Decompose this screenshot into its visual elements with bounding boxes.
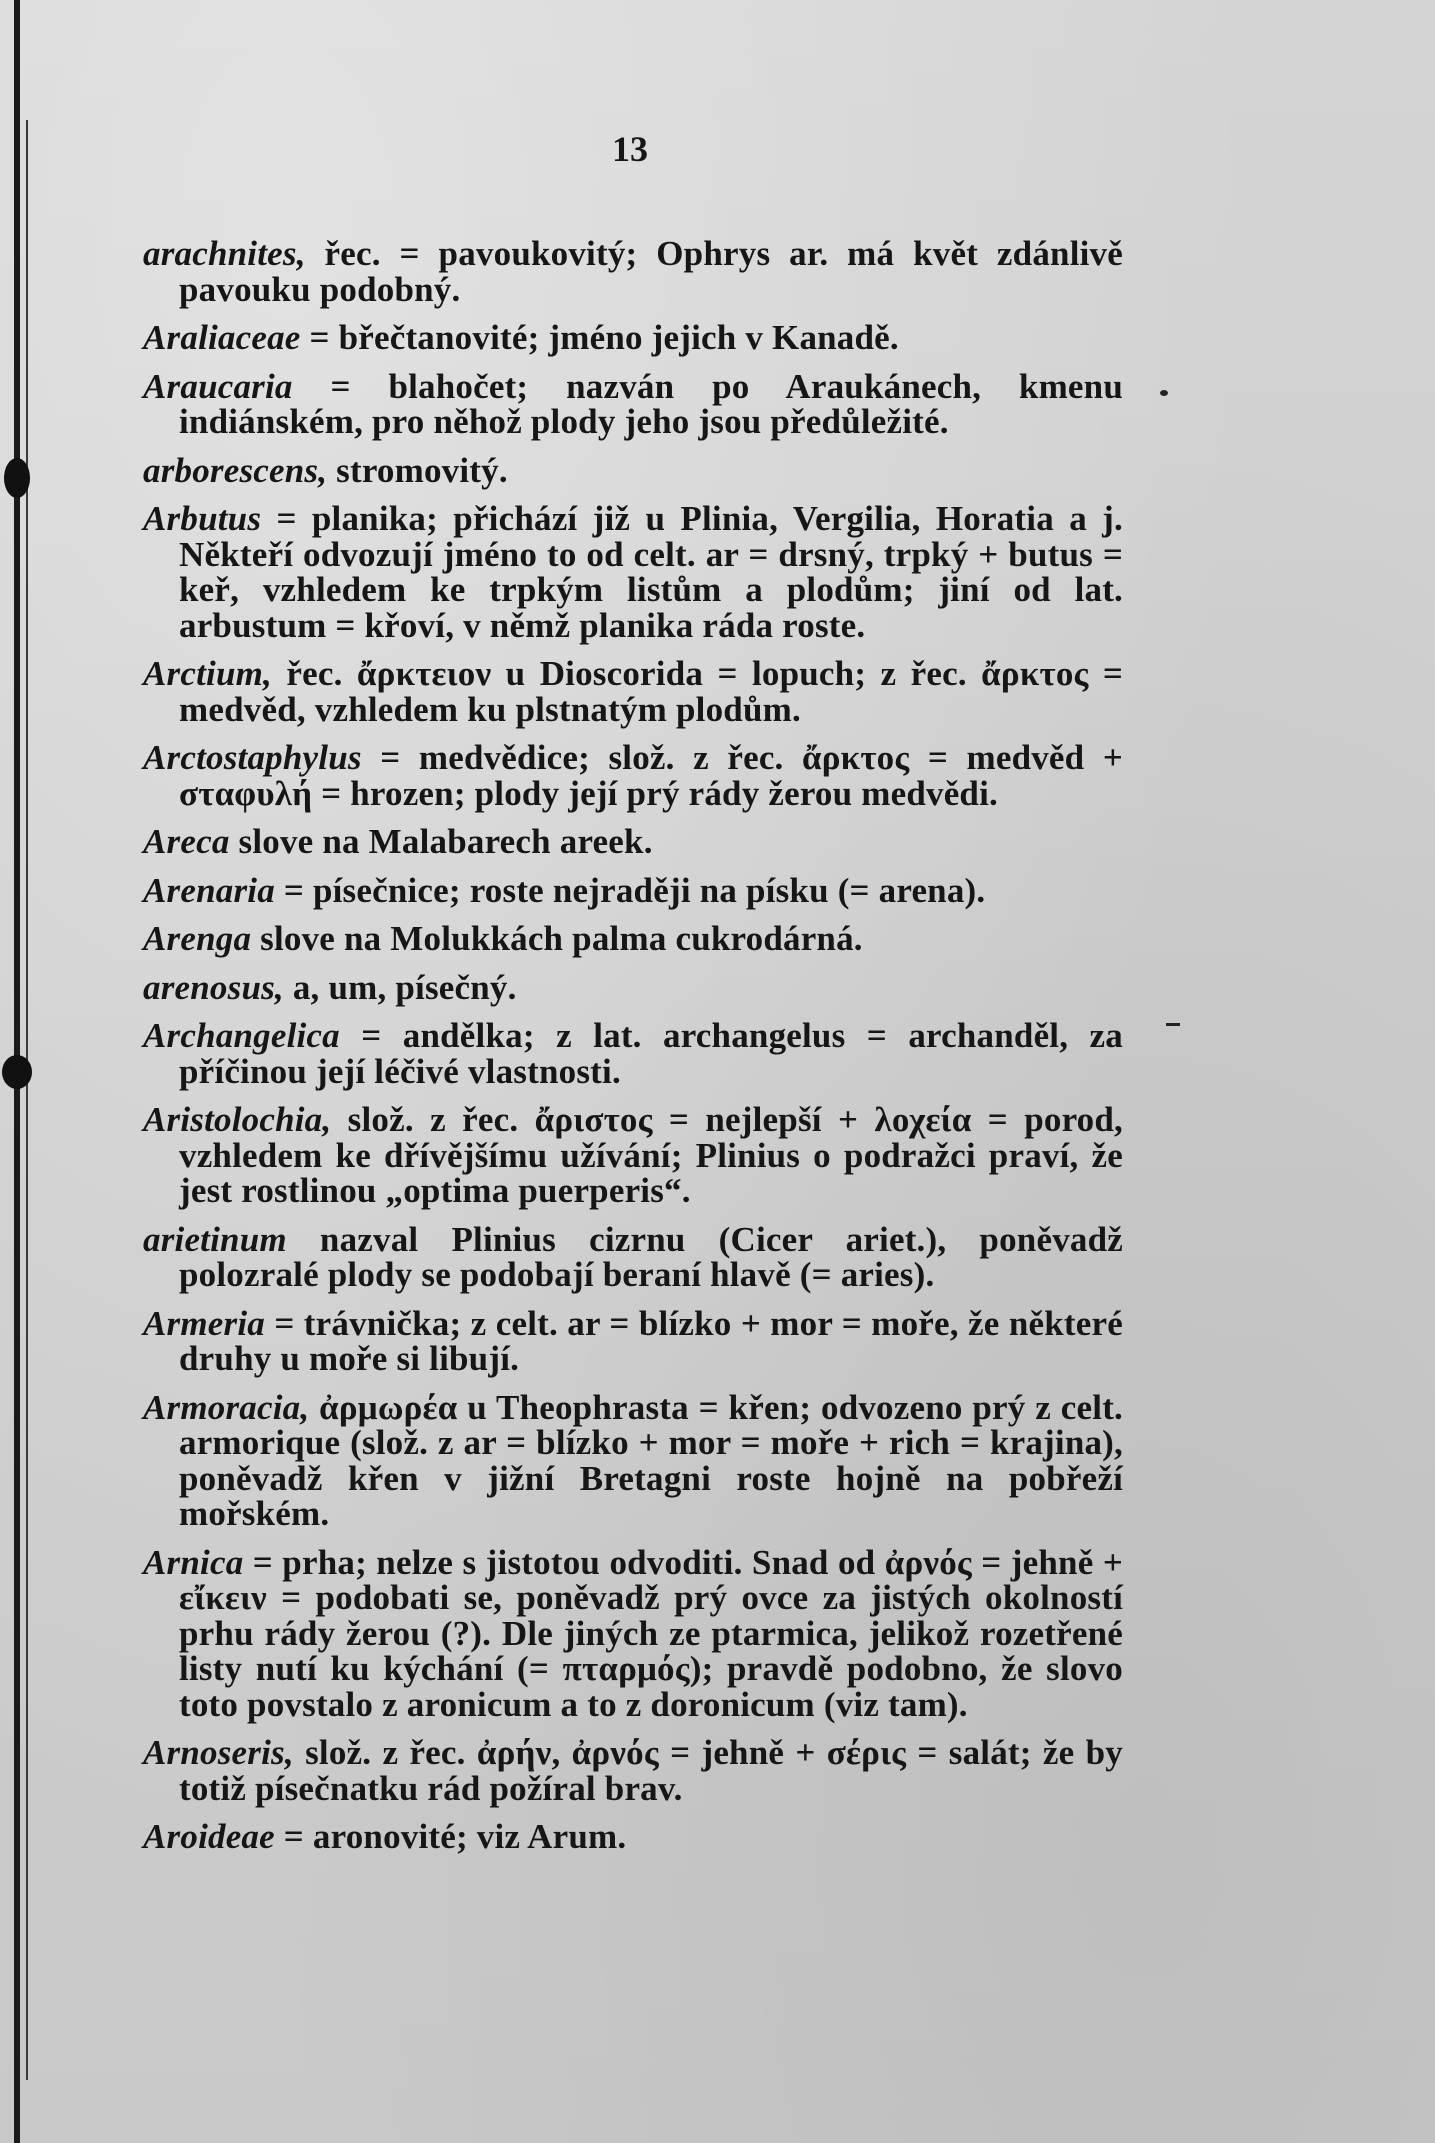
- entry-text: = prha; nelze s jistotou odvoditi. Snad od ἀρνός = jehně + εἴκειν = podobati se, poněvadž prý ovce za jistých okolností prhu rády žerou (?). Dle jiných ze ptarmica, jelikož rozetřené listy nutí ku kýchání (= πταρμός); pravdě podobno, že slovo toto povstalo z aronicum a to z doronicum (viz tam).: [179, 1542, 1123, 1724]
- entry-text: řec. ἄρκτειον u Dioscorida = lopuch; z řec. ἄρκτος = medvěd, vzhledem ku plstnatým plodům.: [179, 654, 1123, 729]
- entry-arctium: [143, 656, 1123, 727]
- entry-arctostaphylus: [143, 740, 1123, 811]
- entry-text: = planika; přichází již u Plinia, Vergilia, Horatia a j. Někteří odvozují jméno to od celt. ar = drsný, trpký + butus = keř, vzhledem ke trpkým listům a plodům; jiní od lat. arbustum = křoví, v němž planika ráda roste.: [179, 499, 1123, 645]
- entry-headword: Arbutus: [143, 499, 262, 538]
- entry-headword: arborescens,: [143, 450, 328, 490]
- entry-text: slož. z řec. ἀρήν, ἀρνός = jehně + σέρις = salát; že by totiž písečnatku rád požíral brav.: [179, 1733, 1123, 1808]
- entry-headword: Arnoseris,: [143, 1733, 294, 1772]
- entry-aristolochia: [143, 1102, 1123, 1209]
- dictionary-entries: [143, 236, 1123, 1868]
- entry-archangelica: [143, 1018, 1123, 1089]
- entry-text: stromovitý.: [327, 450, 508, 490]
- entry-armoracia: [143, 1387, 1123, 1533]
- entry-headword: Araucaria: [143, 366, 293, 406]
- entry-text: slove na Molukkách palma cukrodárná.: [251, 919, 863, 958]
- page-number: 13: [612, 129, 648, 169]
- entry-arborescens: [143, 450, 1123, 490]
- entry-text: = blahočet; nazván po Araukánech, kmenu indiánském, pro něhož plody jeho jsou předůležité.: [179, 366, 1123, 441]
- entry-headword: Aroideae: [143, 1817, 275, 1856]
- entry-text: = písečnice; roste nejraději na písku (= arena).: [274, 870, 986, 910]
- entry-areca: [143, 824, 1123, 860]
- entry-arenosus: [143, 967, 1123, 1007]
- entry-text: = andělka; z lat. archangelus = archanděl, za příčinou její léčivé vlastnosti.: [179, 1016, 1123, 1091]
- entry-headword: Arnica: [143, 1542, 244, 1582]
- entry-text: řec. = pavoukovitý; Ophrys ar. má květ zdánlivě pavouku podobný.: [179, 234, 1123, 309]
- entry-arenga: [143, 921, 1123, 957]
- entry-araliaceae: [143, 320, 1123, 356]
- entry-text: = aronovité; viz Arum.: [274, 1817, 627, 1856]
- entry-headword: Armoracia,: [143, 1387, 310, 1427]
- entry-arachnites: [143, 236, 1123, 307]
- page-edge-line: [26, 120, 28, 2080]
- entry-arenaria: [143, 870, 1123, 910]
- entry-text: slove na Malabarech areek.: [229, 822, 653, 861]
- entry-araucaria: [143, 366, 1123, 441]
- entry-arnica: [143, 1542, 1123, 1724]
- entry-arnoseris: [143, 1735, 1123, 1806]
- entry-text: = trávnička; z celt. ar = blízko + mor = moře, že některé druhy u moře si libují.: [179, 1303, 1123, 1378]
- entry-headword: Arenga: [143, 919, 252, 958]
- entry-text: = břečtanovité; jméno jejich v Kanadě.: [300, 318, 899, 357]
- entry-armeria: [143, 1303, 1123, 1378]
- entry-text: a, um, písečný.: [283, 967, 517, 1007]
- entry-arbutus: [143, 501, 1123, 643]
- entry-text: slož. z řec. ἄριστος = nejlepší + λοχεία = porod, vzhledem ke dřívějšímu užívání; Plinius o podražci praví, že jest rostlinou „optima puerperis“.: [179, 1100, 1123, 1210]
- margin-mark: [1160, 390, 1168, 396]
- entry-headword: Araliaceae: [143, 318, 301, 357]
- entry-headword: arachnites,: [143, 234, 306, 273]
- entry-headword: Aristolochia,: [143, 1100, 332, 1139]
- ink-blot: [4, 458, 30, 498]
- margin-mark: [1166, 1023, 1180, 1026]
- entry-headword: Armeria: [143, 1303, 265, 1343]
- entry-arietinum: [143, 1219, 1123, 1294]
- entry-headword: Archangelica: [143, 1016, 340, 1055]
- entry-headword: Arctium,: [143, 654, 272, 693]
- entry-headword: Arctostaphylus: [143, 738, 362, 777]
- entry-text: nazval Plinius cizrnu (Cicer ariet.), poněvadž polozralé plody se podobají beraní hlavě (= aries).: [179, 1219, 1123, 1294]
- entry-aroideae: [143, 1819, 1123, 1855]
- ink-blot: [2, 1055, 32, 1089]
- entry-headword: arenosus,: [143, 967, 284, 1007]
- entry-text: = medvědice; slož. z řec. ἄρκτος = medvěd + σταφυλή = hrozen; plody její prý rády žerou medvědi.: [179, 738, 1123, 813]
- entry-headword: Arenaria: [143, 870, 275, 910]
- entry-text: ἀρμωρέα u Theophrasta = křen; odvozeno prý z celt. armorique (slož. z ar = blízko + mor = moře + rich = krajina), poněvadž křen v jižní Bretagni roste hojně na pobřeží mořském.: [179, 1387, 1123, 1533]
- entry-headword: arietinum: [143, 1219, 287, 1259]
- entry-headword: Areca: [143, 822, 230, 861]
